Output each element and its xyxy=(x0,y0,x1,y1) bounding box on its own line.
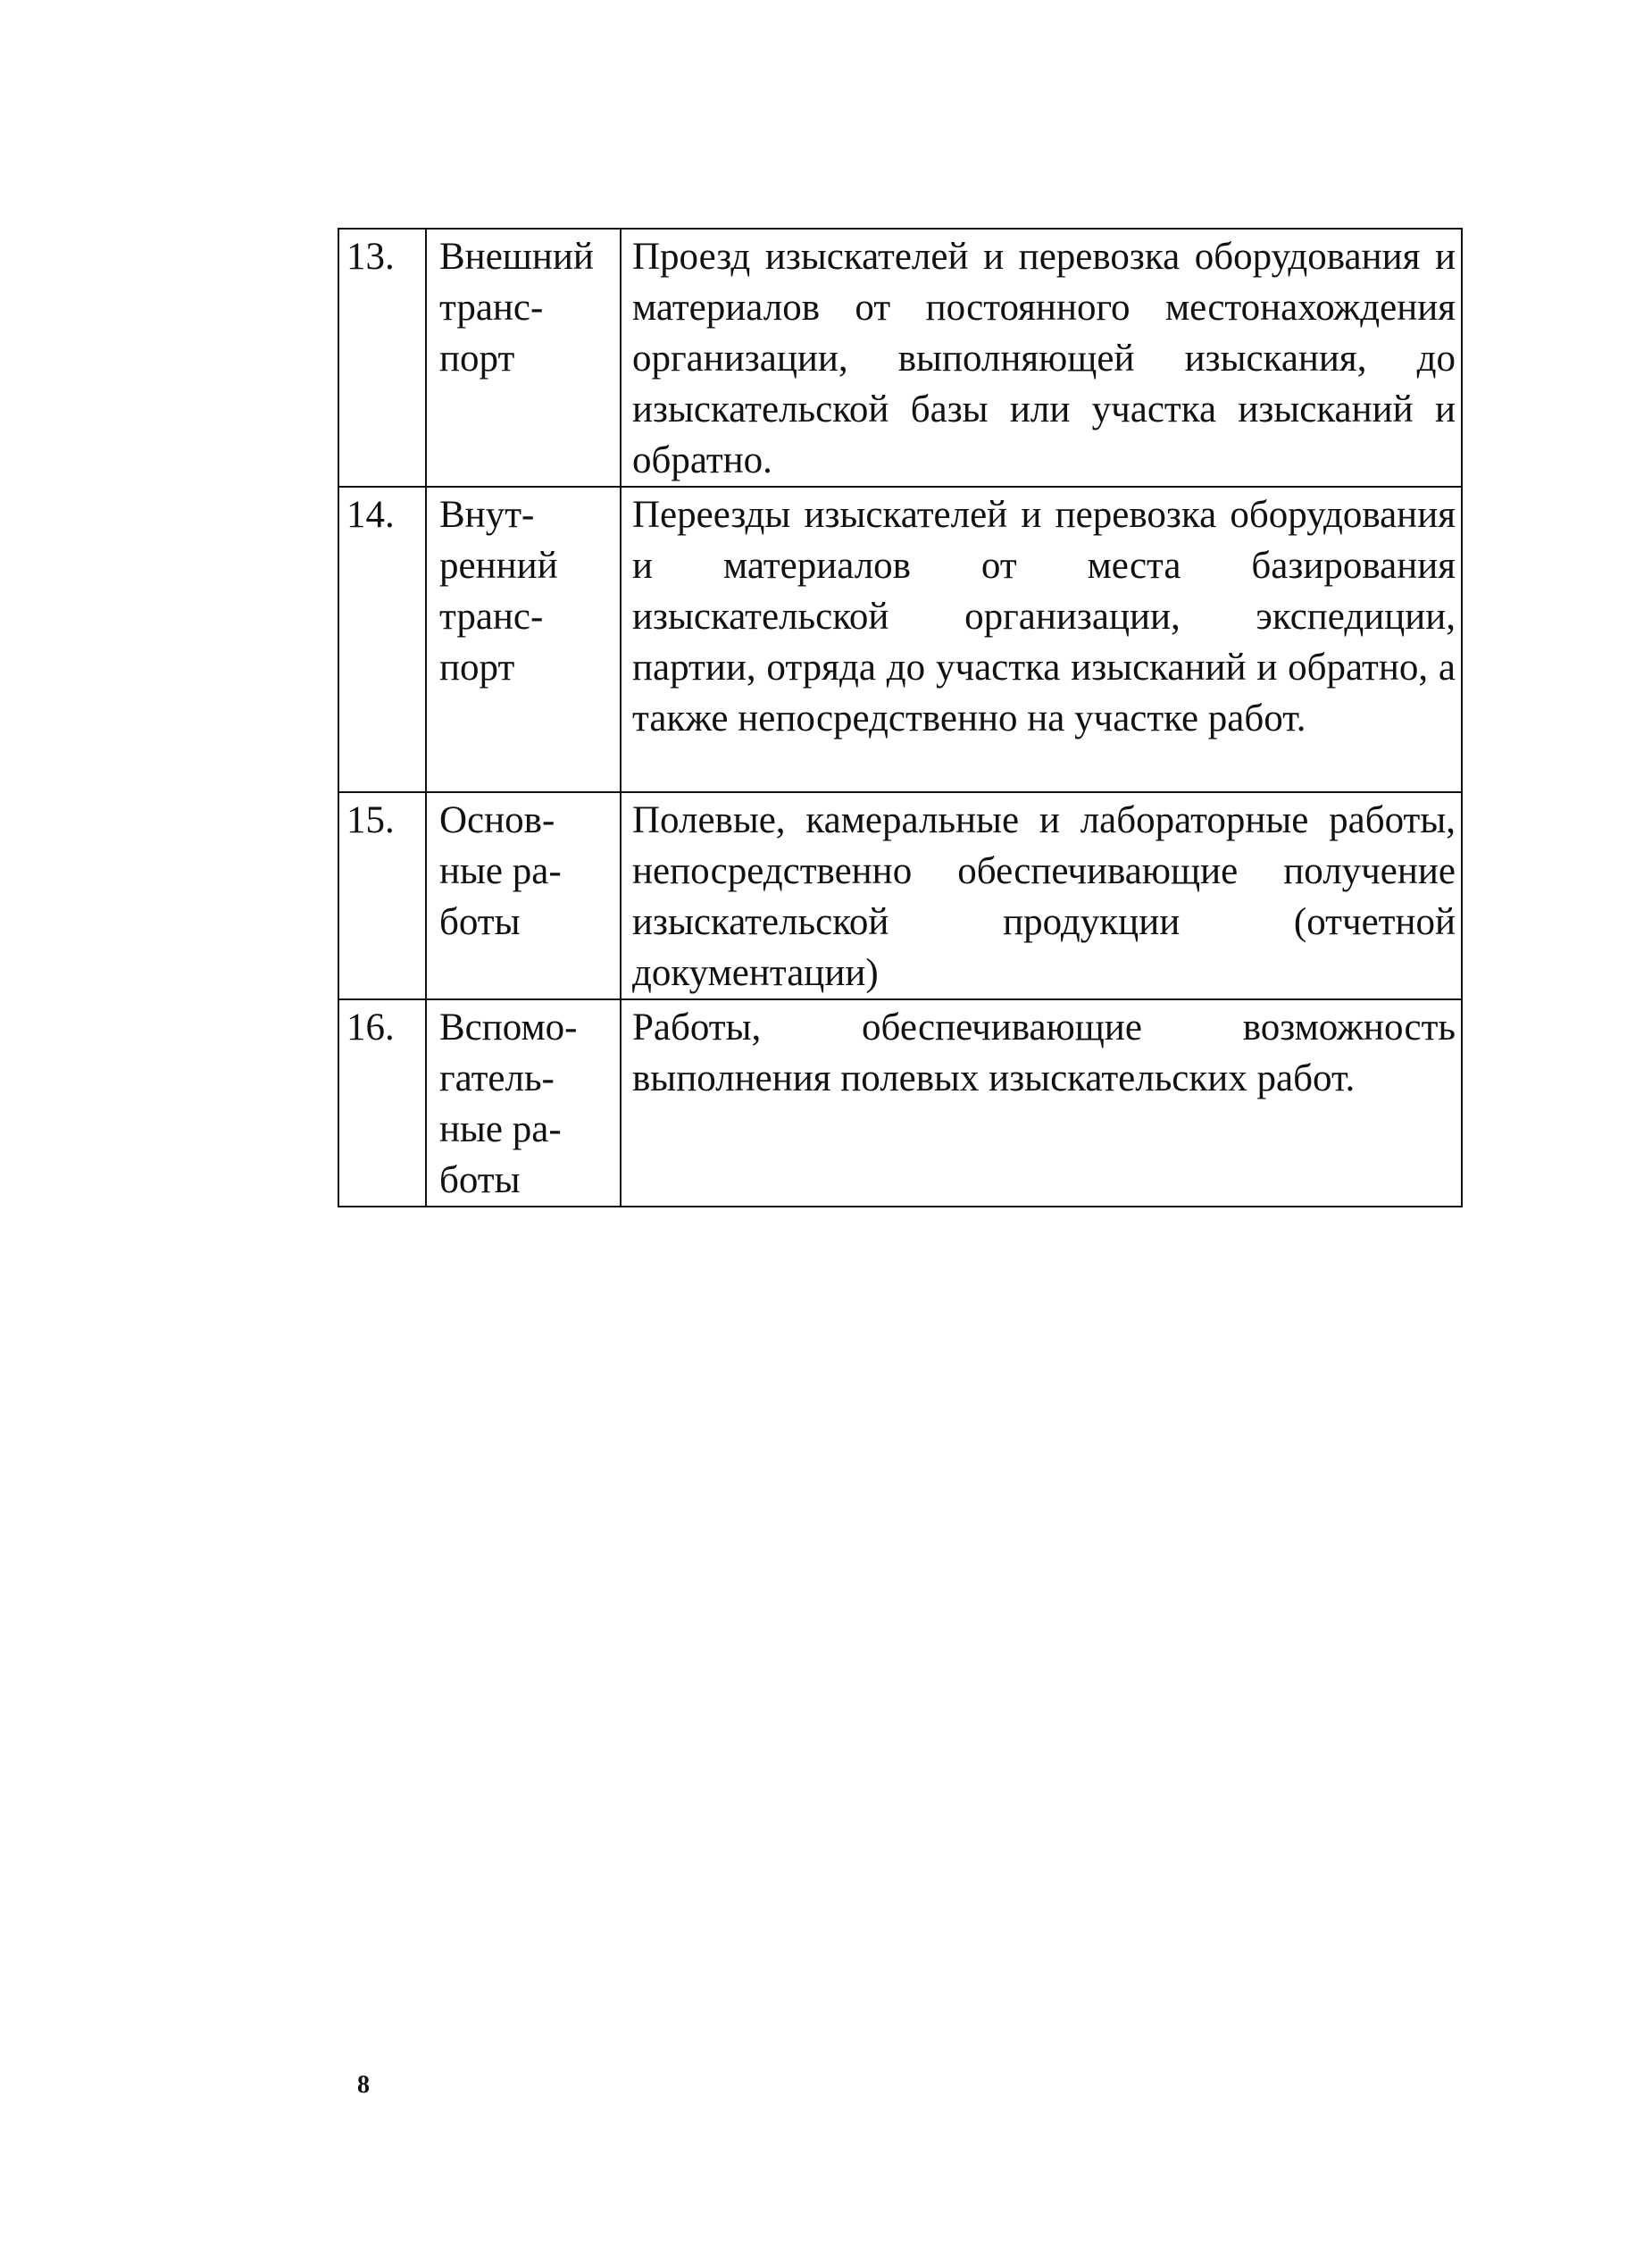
row-number: 15. xyxy=(338,792,426,999)
definition-cell: Работы, обеспечивающие возможность выполнения полевых изыскательских работ. xyxy=(621,999,1462,1207)
table-row xyxy=(338,792,1462,999)
terms-table xyxy=(338,228,1463,1207)
term-cell: Внешний транс- порт xyxy=(426,229,621,487)
term-cell: Вспомо- гатель- ные ра- боты xyxy=(426,999,621,1207)
term-cell: Внут- ренний транс- порт xyxy=(426,487,621,792)
table-row xyxy=(338,229,1462,487)
definition-cell: Полевые, камеральные и лабораторные работы, непосредственно обеспечивающие получение изыскательской продукции (отчетной документации) xyxy=(621,792,1462,999)
table-row xyxy=(338,999,1462,1207)
term-cell: Основ- ные ра- боты xyxy=(426,792,621,999)
row-number: 14. xyxy=(338,487,426,792)
row-number: 13. xyxy=(338,229,426,487)
definition-cell: Проезд изыскателей и перевозка оборудования и материалов от постоянного местонахождения организации, выполняющей изыскания, до изыскательской базы или участка изысканий и обратно. xyxy=(621,229,1462,487)
row-number: 16. xyxy=(338,999,426,1207)
table-row xyxy=(338,487,1462,792)
definition-cell: Переезды изыскателей и перевозка оборудования и материалов от места базирования изыскательской организации, экспедиции, партии, отряда до участка изысканий и обратно, а также непосредственно на участке работ. xyxy=(621,487,1462,792)
page-number: 8 xyxy=(357,2071,370,2099)
